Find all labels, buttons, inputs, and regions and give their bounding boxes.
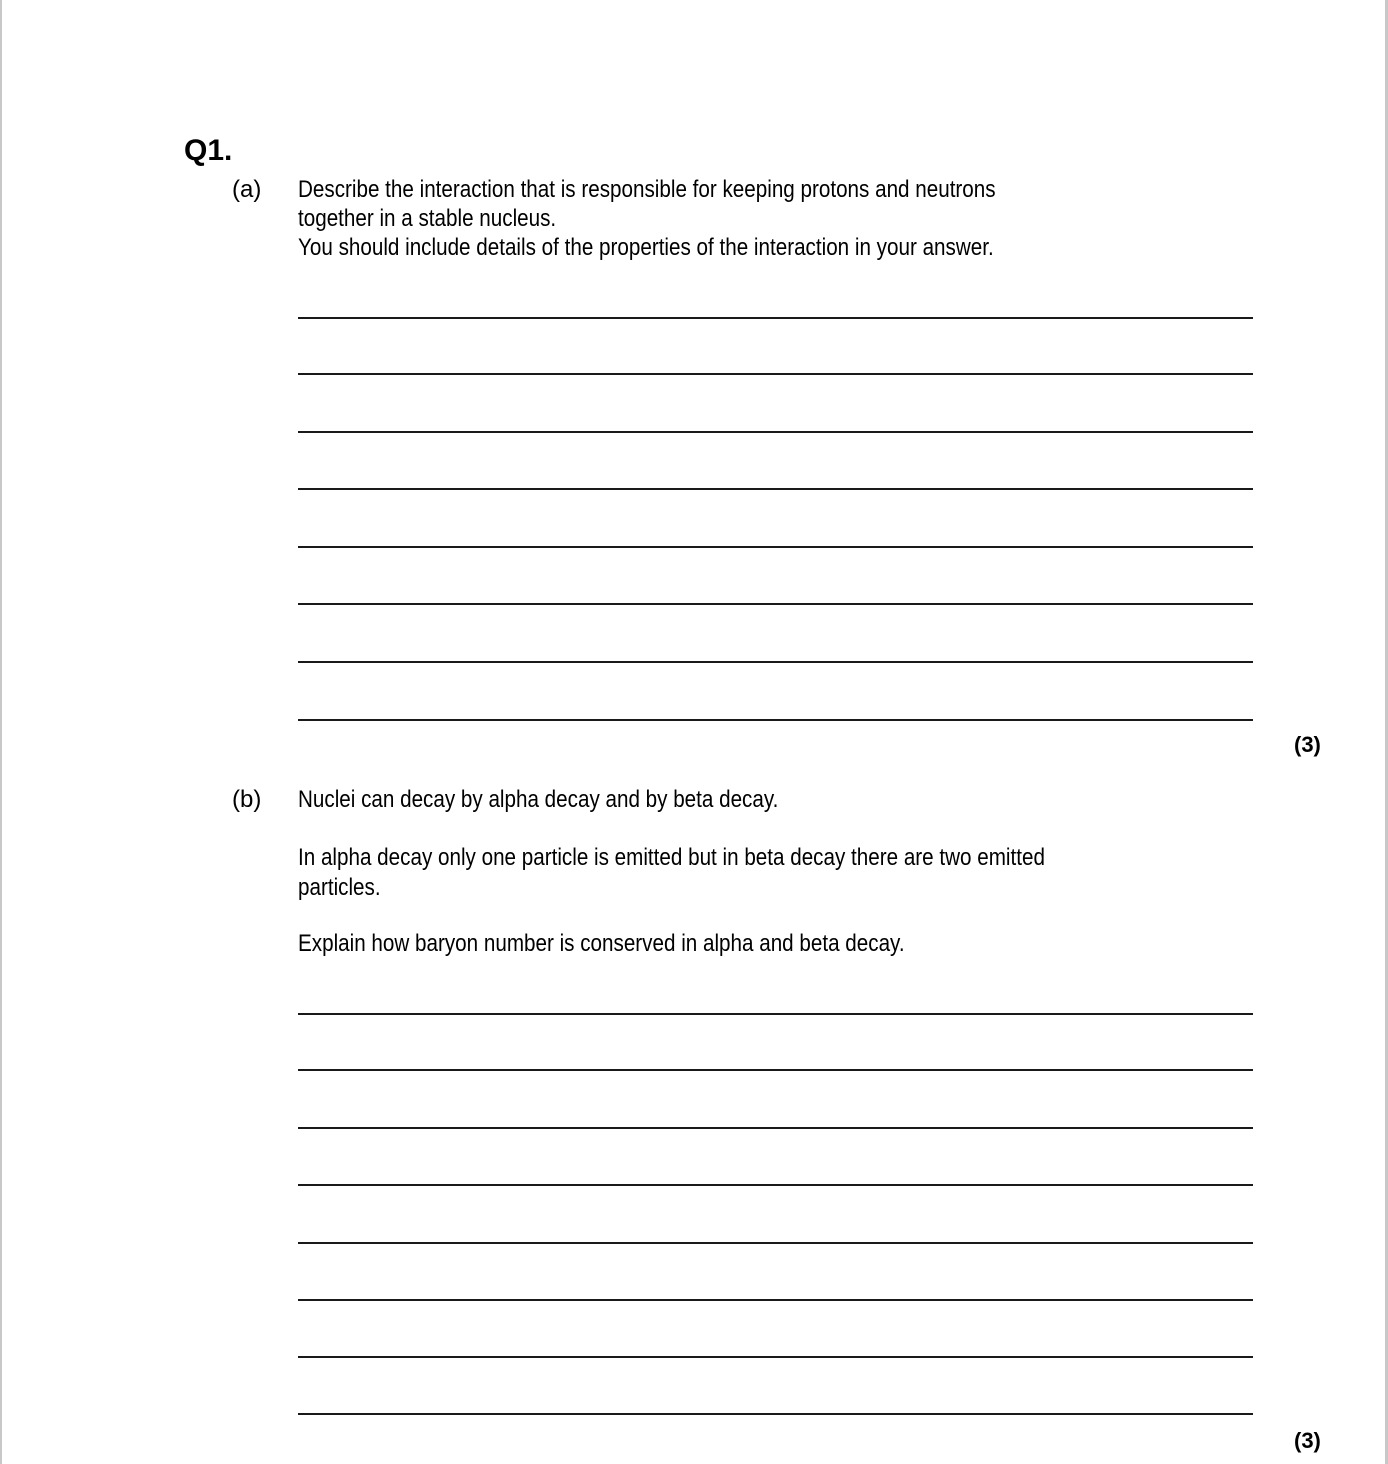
part-b-answer-line[interactable] — [298, 1184, 1253, 1186]
part-a-answer-line[interactable] — [298, 488, 1253, 490]
part-a-answer-line[interactable] — [298, 546, 1253, 548]
part-a-answer-line[interactable] — [298, 719, 1253, 721]
question-number: Q1. — [184, 134, 233, 167]
part-a-text-line-2: together in a stable nucleus. — [298, 205, 557, 232]
part-b-label: (b) — [232, 786, 262, 813]
part-b-answer-line[interactable] — [298, 1299, 1253, 1301]
part-a-label: (a) — [232, 176, 262, 203]
part-b-marks: (3) — [1294, 1428, 1321, 1453]
part-b-answer-line[interactable] — [298, 1069, 1253, 1071]
part-b-answer-line[interactable] — [298, 1127, 1253, 1129]
part-b-answer-line[interactable] — [298, 1356, 1253, 1358]
part-b-text-line-3: particles. — [298, 874, 381, 901]
part-a-answer-line[interactable] — [298, 661, 1253, 663]
part-b-answer-line[interactable] — [298, 1013, 1253, 1015]
part-a-answer-line[interactable] — [298, 431, 1253, 433]
part-a-text-line-1: Describe the interaction that is responsible for keeping protons and neutrons — [298, 176, 996, 203]
part-a-answer-line[interactable] — [298, 373, 1253, 375]
page-border-left — [0, 0, 2, 1464]
part-b-text-line-4: Explain how baryon number is conserved in alpha and beta decay. — [298, 930, 905, 957]
part-b-text-line-2: In alpha decay only one particle is emitted but in beta decay there are two emitted — [298, 844, 1045, 871]
part-b-text-line-1: Nuclei can decay by alpha decay and by beta decay. — [298, 786, 779, 813]
part-a-answer-line[interactable] — [298, 603, 1253, 605]
part-a-answer-line[interactable] — [298, 317, 1253, 319]
part-a-marks: (3) — [1294, 732, 1321, 757]
part-b-answer-line[interactable] — [298, 1242, 1253, 1244]
part-b-answer-line[interactable] — [298, 1413, 1253, 1415]
part-a-text-line-3: You should include details of the properties of the interaction in your answer. — [298, 234, 994, 261]
